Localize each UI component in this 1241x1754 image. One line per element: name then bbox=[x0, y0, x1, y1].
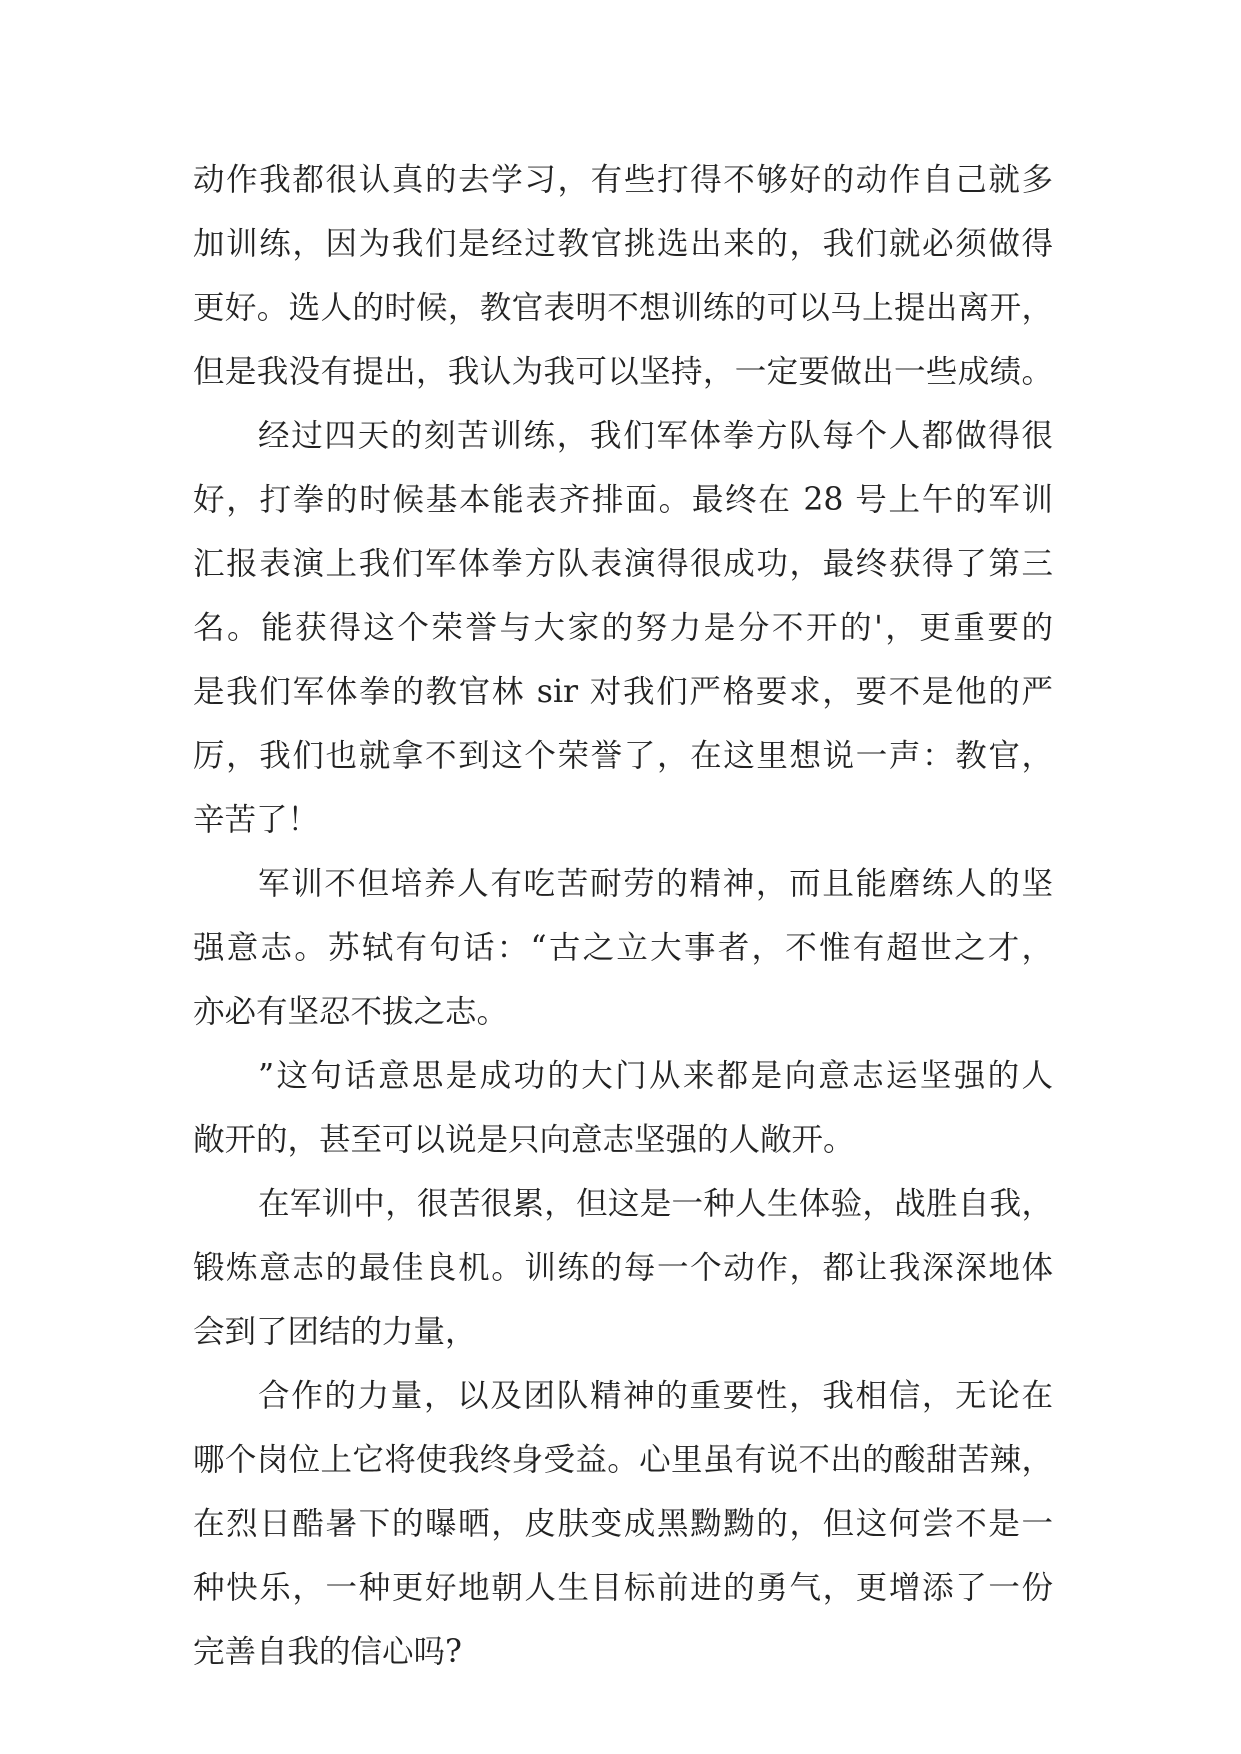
paragraph-first-line: 军训不但培养人有吃苦耐劳的精神，而且能磨练人的坚 bbox=[258, 866, 1053, 902]
text-line: 名。能获得这个荣誉与大家的努力是分不开的'，更重要的 bbox=[193, 610, 1053, 646]
text-line: 哪个岗位上它将使我终身受益。心里虽有说不出的酸甜苦辣， bbox=[193, 1442, 1053, 1478]
text-line: 会到了团结的力量， bbox=[193, 1314, 477, 1350]
text-line: 但是我没有提出，我认为我可以坚持，一定要做出一些成绩。 bbox=[193, 354, 1053, 390]
text-line: 锻炼意志的最佳良机。训练的每一个动作，都让我深深地体 bbox=[193, 1250, 1053, 1286]
paragraph-first-line: 经过四天的刻苦训练，我们军体拳方队每个人都做得很 bbox=[258, 418, 1053, 454]
text-line: 好，打拳的时候基本能表齐排面。最终在 28 号上午的军训 bbox=[193, 482, 1053, 518]
text-line: 在烈日酷暑下的曝晒，皮肤变成黑黝黝的，但这何尝不是一 bbox=[193, 1506, 1053, 1542]
text-line: 种快乐，一种更好地朝人生目标前进的勇气，更增添了一份 bbox=[193, 1570, 1053, 1606]
text-line: 厉，我们也就拿不到这个荣誉了，在这里想说一声：教官， bbox=[193, 738, 1053, 774]
text-line: 汇报表演上我们军体拳方队表演得很成功，最终获得了第三 bbox=[193, 546, 1053, 582]
text-line: 加训练，因为我们是经过教官挑选出来的，我们就必须做得 bbox=[193, 226, 1053, 262]
text-line: 完善自我的信心吗? bbox=[193, 1634, 462, 1670]
text-line: 更好。选人的时候，教官表明不想训练的可以马上提出离开， bbox=[193, 290, 1053, 326]
paragraph-first-line: ”这句话意思是成功的大门从来都是向意志运坚强的人 bbox=[258, 1058, 1053, 1094]
text-line: 亦必有坚忍不拔之志。 bbox=[193, 994, 509, 1030]
text-line: 敞开的，甚至可以说是只向意志坚强的人敞开。 bbox=[193, 1122, 855, 1158]
text-line: 辛苦了！ bbox=[193, 802, 320, 838]
text-line: 强意志。苏轼有句话：“古之立大事者，不惟有超世之才， bbox=[193, 930, 1053, 966]
text-line: 是我们军体拳的教官林 sir 对我们严格要求，要不是他的严 bbox=[193, 674, 1053, 710]
text-line: 动作我都很认真的去学习，有些打得不够好的动作自己就多 bbox=[193, 162, 1053, 198]
paragraph-first-line: 在军训中，很苦很累，但这是一种人生体验，战胜自我， bbox=[258, 1186, 1053, 1222]
paragraph-first-line: 合作的力量，以及团队精神的重要性，我相信，无论在 bbox=[258, 1378, 1053, 1414]
